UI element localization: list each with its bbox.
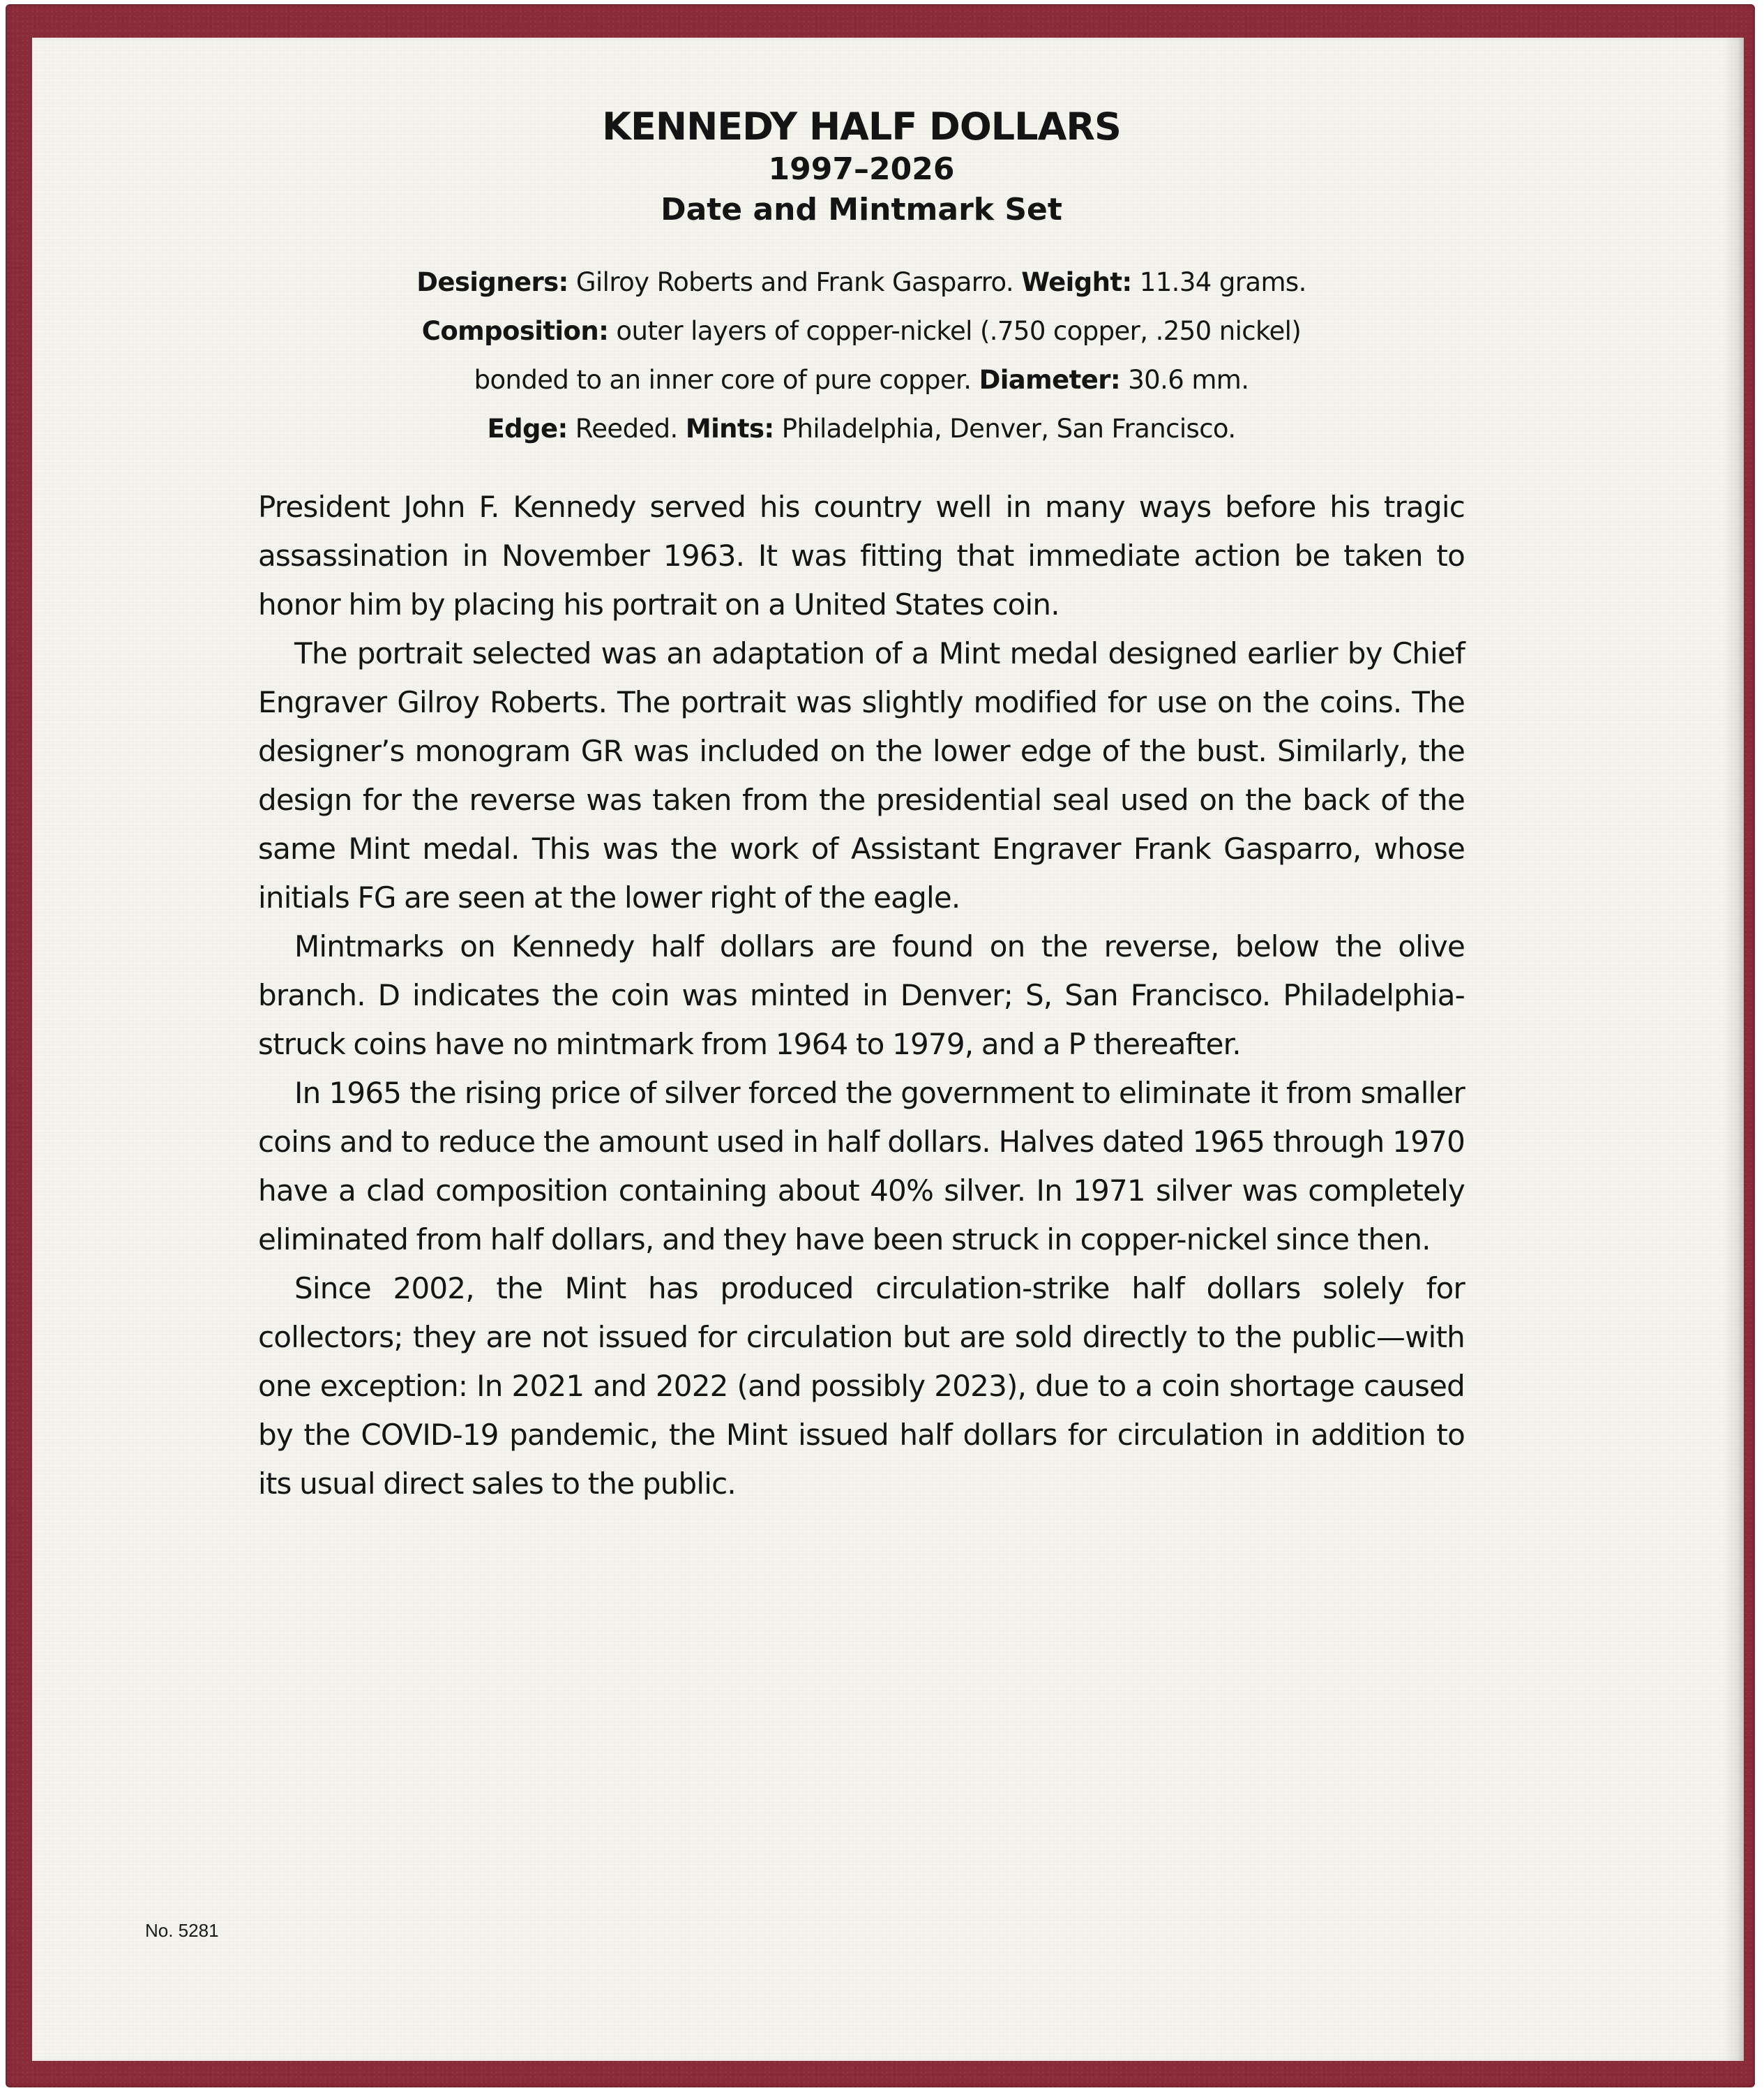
paragraph-1: President John F. Kennedy served his country well in many ways before his tragic assassination in November 1963. It was fitting that immediate action be taken to honor him by placing his portrait on a United States coin.	[258, 490, 1465, 622]
coin-specifications	[258, 258, 1465, 453]
page-title: KENNEDY HALF DOLLARS	[602, 105, 1121, 149]
specs-line-4	[258, 405, 1465, 453]
composition-label: Composition:	[421, 316, 609, 346]
specs-line-2	[258, 307, 1465, 356]
designers-value: Gilroy Roberts and Frank Gasparro.	[568, 267, 1022, 297]
catalog-number: No. 5281	[145, 1920, 219, 1941]
edge-label: Edge:	[487, 414, 568, 444]
weight-value: 11.34 grams.	[1131, 267, 1306, 297]
edge-value: Reeded.	[567, 414, 686, 444]
diameter-value: 30.6 mm.	[1120, 365, 1249, 395]
description-body	[258, 483, 1465, 1508]
year-range: 1997–2026	[768, 151, 955, 187]
weight-label: Weight:	[1021, 267, 1132, 297]
content-block	[258, 105, 1465, 1508]
composition-value: outer layers of copper-nickel (.750 copper, .250 nickel)	[608, 316, 1302, 346]
specs-line-1	[258, 258, 1465, 307]
specs-line-3	[258, 356, 1465, 405]
paragraph-5: Since 2002, the Mint has produced circulation-strike half dollars solely for collectors; they are not issued for circulation but are sold directly to the public—with one exception: In 2021 and 2022 (and possibly 2023), due to a coin shortage caused by the COVID-19 pandemic, the Mint issued half dollars for circulation in addition to its usual direct sales to the public.	[258, 1271, 1465, 1501]
spine-edge	[1723, 38, 1744, 2061]
paragraph-4: In 1965 the rising price of silver forced the government to eliminate it from smaller coins and to reduce the amount used in half dollars. Halves dated 1965 through 1970 have a clad composition containing about 40% silver. In 1971 silver was completely eliminated from half dollars, and they have been struck in copper-nickel since then.	[258, 1076, 1465, 1256]
mints-value: Philadelphia, Denver, San Francisco.	[774, 414, 1236, 444]
diameter-label: Diameter:	[979, 365, 1121, 395]
paragraph-3: Mintmarks on Kennedy half dollars are found on the reverse, below the olive branch. D indicates the coin was minted in Denver; S, San Francisco. Philadelphia-struck coins have no mintmark from 1964 to 1979, and a P thereafter.	[258, 929, 1465, 1061]
designers-label: Designers:	[416, 267, 568, 297]
mints-label: Mints:	[685, 414, 774, 444]
composition-value-continued: bonded to an inner core of pure copper.	[474, 365, 979, 395]
set-name: Date and Mintmark Set	[661, 192, 1062, 227]
paragraph-2: The portrait selected was an adaptation of a Mint medal designed earlier by Chief Engraver Gilroy Roberts. The portrait was slightly modified for use on the coins. The designer’s monogram GR was included on the lower edge of the bust. Similarly, the design for the reverse was taken from the presidential seal used on the back of the same Mint medal. This was the work of Assistant Engraver Frank Gasparro, whose initials FG are seen at the lower right of the eagle.	[258, 636, 1465, 915]
